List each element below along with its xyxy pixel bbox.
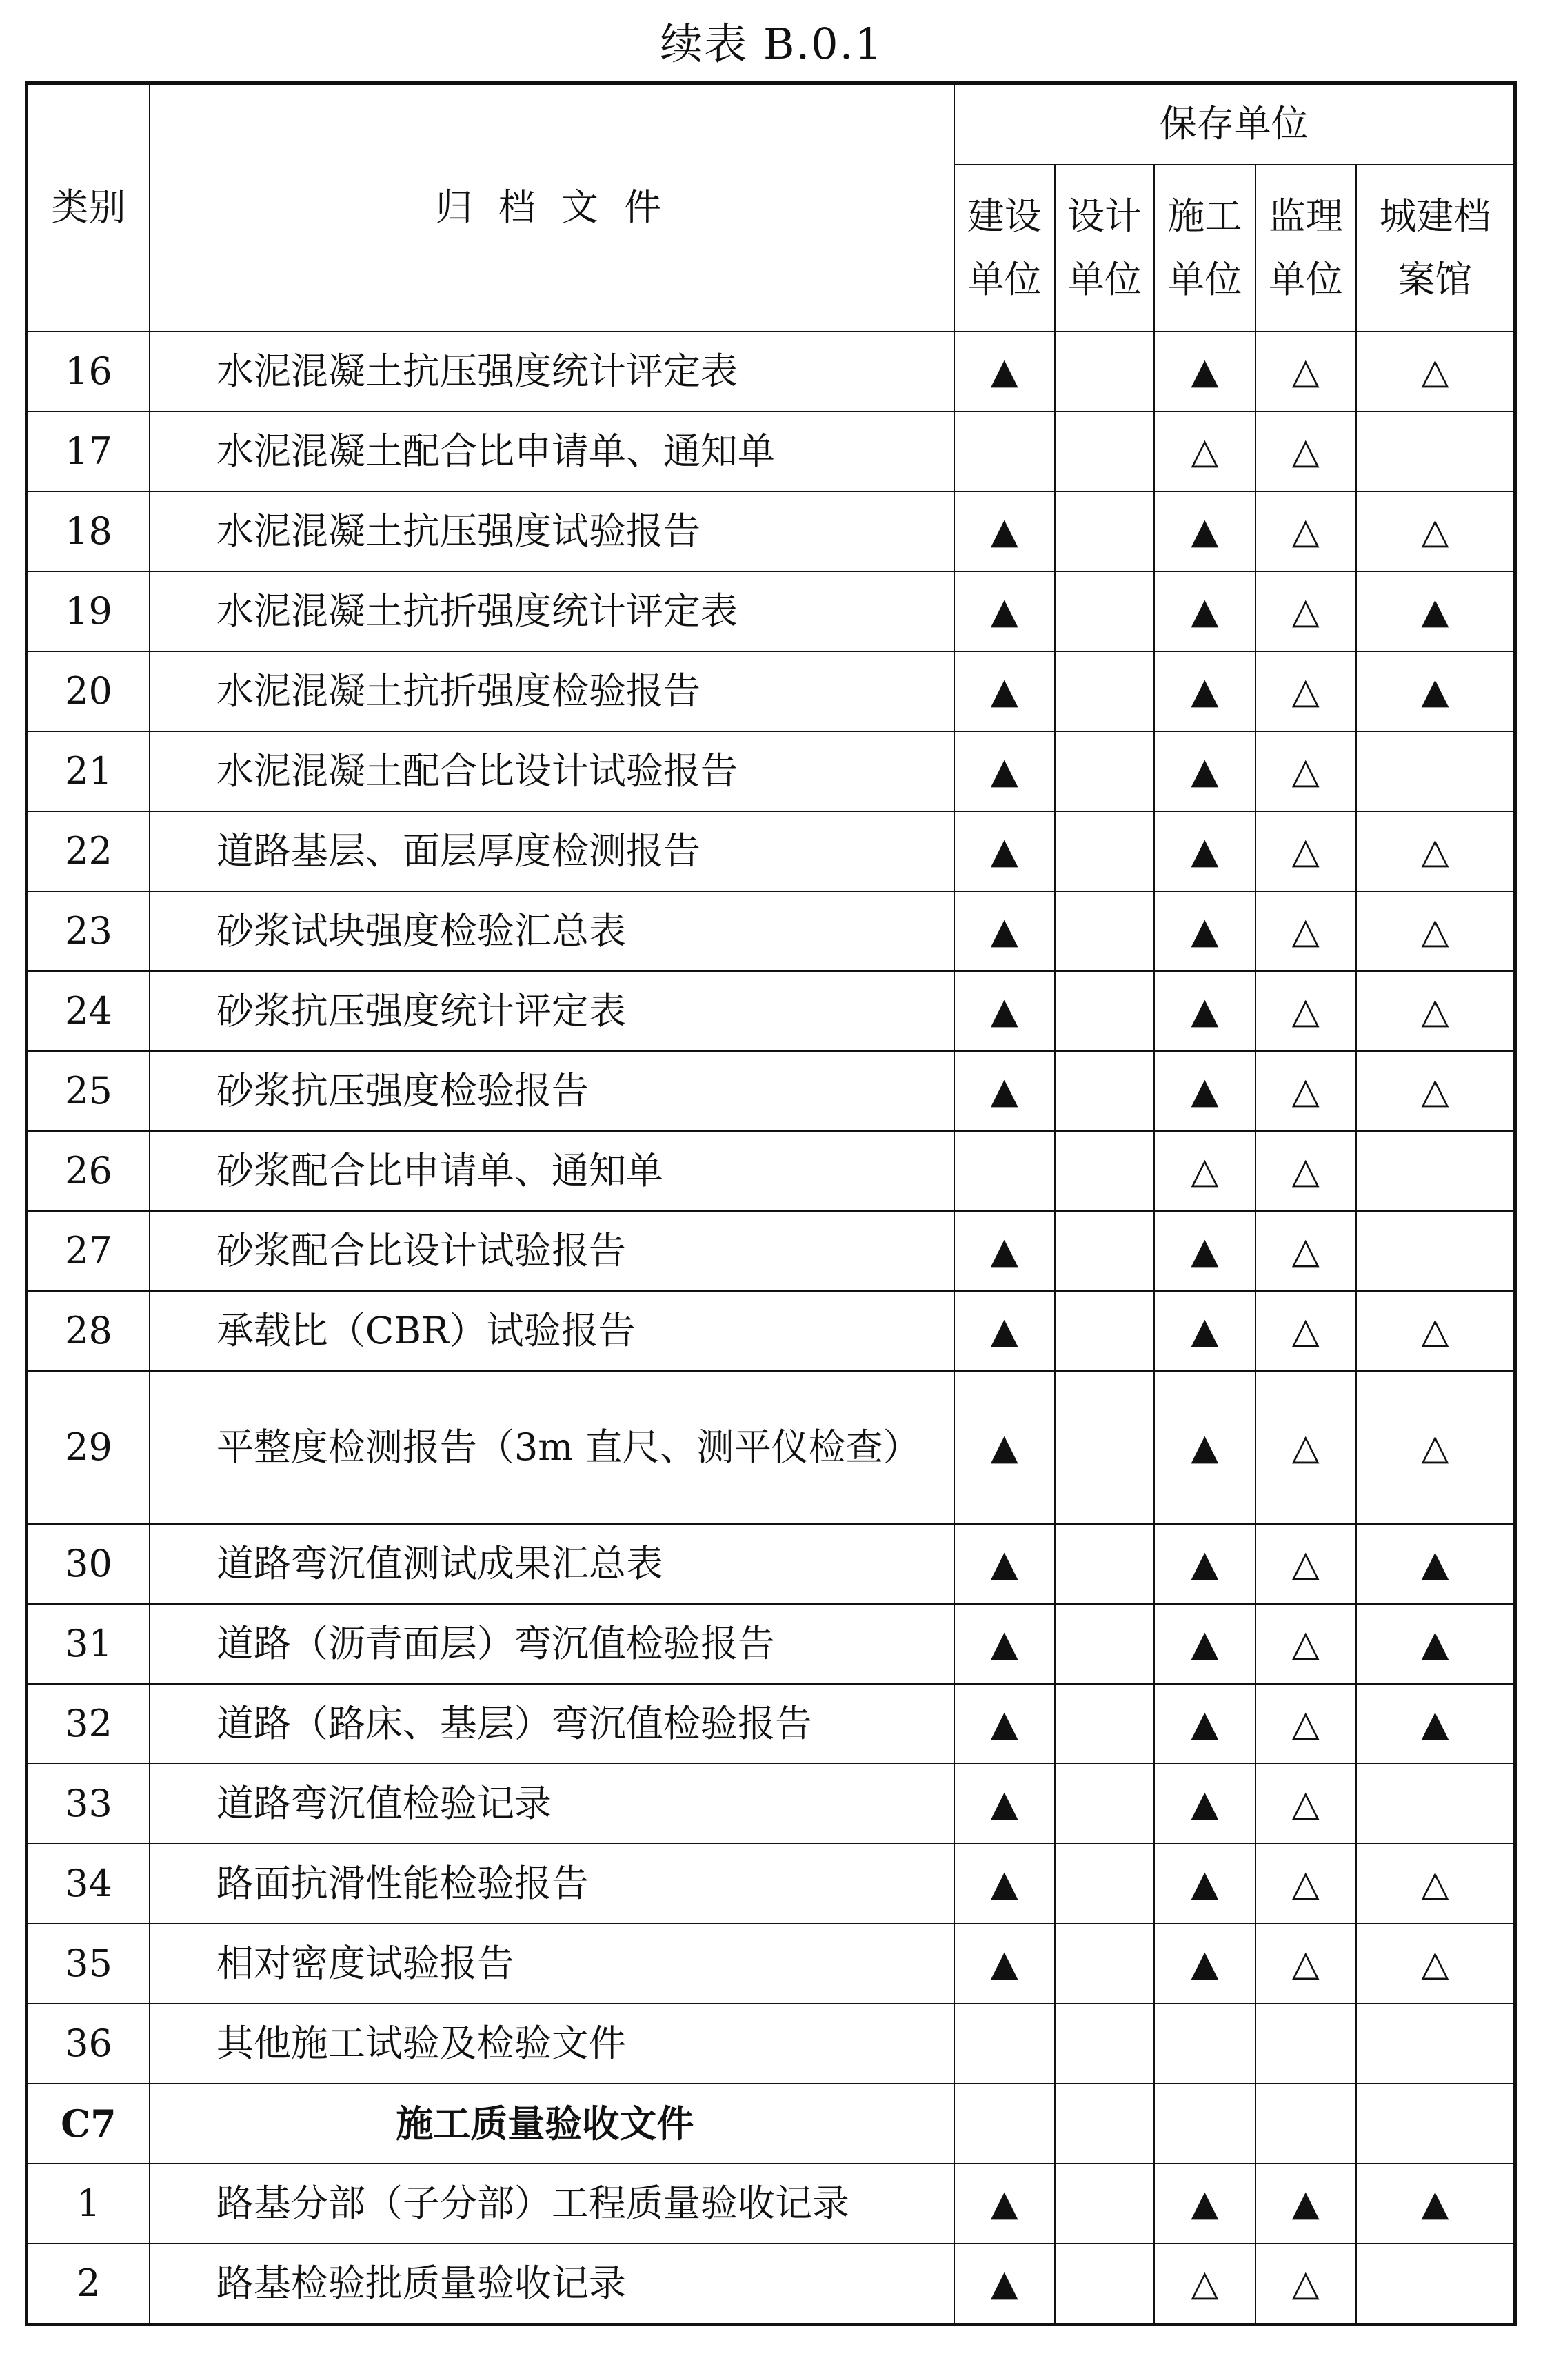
mark-design: [1055, 1524, 1154, 1604]
header-unit-line1: 建设: [967, 194, 1042, 238]
document-name: 道路（沥青面层）弯沉值检验报告: [150, 1604, 954, 1684]
header-unit-line2: 单位: [1167, 257, 1242, 301]
mark-design: [1055, 491, 1154, 571]
mark-contractor: ▲: [1154, 731, 1255, 811]
row-number: 18: [27, 491, 150, 571]
row-number: 33: [27, 1764, 150, 1844]
header-unit-line1: 监理: [1268, 194, 1343, 238]
row-number: 19: [27, 571, 150, 651]
mark-urban-archive: ▲: [1356, 2164, 1515, 2244]
header-unit-supervision: [1255, 165, 1356, 332]
mark-construction-owner: ▲: [954, 891, 1055, 971]
row-number: 24: [27, 971, 150, 1051]
header-unit-line1: 施工: [1167, 194, 1242, 238]
table-row: [27, 731, 1515, 811]
table-row: [27, 411, 1515, 491]
mark-contractor: ▲: [1154, 811, 1255, 891]
mark-contractor: ▲: [1154, 1524, 1255, 1604]
mark-contractor: ▲: [1154, 332, 1255, 411]
mark-contractor: ▲: [1154, 891, 1255, 971]
mark-contractor: ▲: [1154, 491, 1255, 571]
mark-construction-owner: [954, 2084, 1055, 2164]
mark-contractor: △: [1154, 411, 1255, 491]
mark-design: [1055, 332, 1154, 411]
mark-supervision: △: [1255, 411, 1356, 491]
mark-design: [1055, 2084, 1154, 2164]
mark-construction-owner: ▲: [954, 1211, 1055, 1291]
mark-supervision: △: [1255, 491, 1356, 571]
mark-construction-owner: ▲: [954, 651, 1055, 731]
mark-supervision: [1255, 2004, 1356, 2084]
mark-design: [1055, 1131, 1154, 1211]
mark-urban-archive: [1356, 1764, 1515, 1844]
mark-urban-archive: ▲: [1356, 1524, 1515, 1604]
mark-contractor: ▲: [1154, 651, 1255, 731]
row-number: 36: [27, 2004, 150, 2084]
table-row: [27, 1924, 1515, 2004]
table-row: [27, 811, 1515, 891]
mark-supervision: △: [1255, 571, 1356, 651]
table-row: [27, 2004, 1515, 2084]
mark-contractor: ▲: [1154, 1291, 1255, 1371]
mark-design: [1055, 1844, 1154, 1924]
row-number: 28: [27, 1291, 150, 1371]
row-number: 35: [27, 1924, 150, 2004]
mark-construction-owner: ▲: [954, 2164, 1055, 2244]
row-number: 16: [27, 332, 150, 411]
table-body: [27, 332, 1515, 2325]
mark-construction-owner: ▲: [954, 971, 1055, 1051]
table-row: [27, 1211, 1515, 1291]
mark-construction-owner: ▲: [954, 2244, 1055, 2325]
document-name: 水泥混凝土抗压强度统计评定表: [150, 332, 954, 411]
mark-construction-owner: ▲: [954, 731, 1055, 811]
mark-supervision: [1255, 2084, 1356, 2164]
mark-design: [1055, 1684, 1154, 1764]
mark-design: [1055, 1604, 1154, 1684]
mark-supervision: ▲: [1255, 2164, 1356, 2244]
document-name: 平整度检测报告（3m 直尺、测平仪检查）: [150, 1371, 954, 1524]
row-number: 22: [27, 811, 150, 891]
header-unit-construction-owner: [954, 165, 1055, 332]
mark-construction-owner: ▲: [954, 1684, 1055, 1764]
mark-contractor: [1154, 2004, 1255, 2084]
document-name: 砂浆配合比设计试验报告: [150, 1211, 954, 1291]
mark-supervision: △: [1255, 811, 1356, 891]
mark-design: [1055, 2164, 1154, 2244]
row-number: 32: [27, 1684, 150, 1764]
mark-urban-archive: [1356, 2004, 1515, 2084]
mark-contractor: ▲: [1154, 1844, 1255, 1924]
mark-supervision: △: [1255, 1844, 1356, 1924]
document-name: 砂浆试块强度检验汇总表: [150, 891, 954, 971]
table-row: [27, 971, 1515, 1051]
header-unit-line1: 设计: [1067, 194, 1142, 238]
mark-urban-archive: [1356, 2244, 1515, 2325]
row-number: 1: [27, 2164, 150, 2244]
table-row: [27, 1844, 1515, 1924]
mark-urban-archive: ▲: [1356, 1604, 1515, 1684]
header-unit-design: [1055, 165, 1154, 332]
mark-contractor: △: [1154, 2244, 1255, 2325]
mark-supervision: △: [1255, 651, 1356, 731]
mark-construction-owner: ▲: [954, 332, 1055, 411]
mark-urban-archive: △: [1356, 1924, 1515, 2004]
mark-urban-archive: △: [1356, 891, 1515, 971]
mark-construction-owner: ▲: [954, 1371, 1055, 1524]
mark-supervision: △: [1255, 1211, 1356, 1291]
mark-urban-archive: [1356, 731, 1515, 811]
mark-design: [1055, 1764, 1154, 1844]
mark-supervision: △: [1255, 1051, 1356, 1131]
mark-supervision: △: [1255, 891, 1356, 971]
table-caption: 续表 B.0.1: [660, 19, 883, 69]
mark-contractor: ▲: [1154, 1764, 1255, 1844]
document-name: 其他施工试验及检验文件: [150, 2004, 954, 2084]
table-row: [27, 651, 1515, 731]
mark-urban-archive: ▲: [1356, 1684, 1515, 1764]
mark-contractor: [1154, 2084, 1255, 2164]
table-row: [27, 2164, 1515, 2244]
mark-construction-owner: ▲: [954, 1924, 1055, 2004]
mark-contractor: ▲: [1154, 1371, 1255, 1524]
row-number: 23: [27, 891, 150, 971]
mark-construction-owner: ▲: [954, 571, 1055, 651]
row-number: 31: [27, 1604, 150, 1684]
mark-design: [1055, 1371, 1154, 1524]
header-unit-line2: 单位: [1268, 257, 1343, 301]
document-name: 水泥混凝土抗折强度统计评定表: [150, 571, 954, 651]
table-row: [27, 332, 1515, 411]
mark-design: [1055, 731, 1154, 811]
document-name: 路面抗滑性能检验报告: [150, 1844, 954, 1924]
document-name: 砂浆配合比申请单、通知单: [150, 1131, 954, 1211]
mark-supervision: △: [1255, 332, 1356, 411]
mark-urban-archive: [1356, 411, 1515, 491]
mark-construction-owner: ▲: [954, 491, 1055, 571]
table-row: [27, 891, 1515, 971]
header-unit-urban-archive: [1356, 165, 1515, 332]
mark-supervision: △: [1255, 1371, 1356, 1524]
header-unit-line2: 单位: [1067, 257, 1142, 301]
mark-construction-owner: [954, 2004, 1055, 2084]
mark-supervision: △: [1255, 1604, 1356, 1684]
mark-construction-owner: ▲: [954, 1524, 1055, 1604]
mark-supervision: △: [1255, 1291, 1356, 1371]
row-number: 27: [27, 1211, 150, 1291]
table-row: [27, 1604, 1515, 1684]
mark-construction-owner: [954, 411, 1055, 491]
document-name: 道路（路床、基层）弯沉值检验报告: [150, 1684, 954, 1764]
mark-construction-owner: [954, 1131, 1055, 1211]
mark-urban-archive: △: [1356, 1371, 1515, 1524]
mark-contractor: ▲: [1154, 971, 1255, 1051]
document-name: 路基分部（子分部）工程质量验收记录: [150, 2164, 954, 2244]
mark-urban-archive: [1356, 1211, 1515, 1291]
row-number: 34: [27, 1844, 150, 1924]
mark-construction-owner: ▲: [954, 1764, 1055, 1844]
mark-urban-archive: △: [1356, 1051, 1515, 1131]
section-row: [27, 2084, 1515, 2164]
mark-supervision: △: [1255, 1924, 1356, 2004]
document-name: 承载比（CBR）试验报告: [150, 1291, 954, 1371]
header-unit-contractor: [1154, 165, 1255, 332]
row-number: 26: [27, 1131, 150, 1211]
archive-table: [25, 81, 1517, 2326]
row-number: 17: [27, 411, 150, 491]
document-name: 水泥混凝土配合比设计试验报告: [150, 731, 954, 811]
header-category: 类别: [27, 83, 150, 332]
mark-contractor: ▲: [1154, 571, 1255, 651]
row-number: 30: [27, 1524, 150, 1604]
table-row: [27, 1764, 1515, 1844]
mark-design: [1055, 2004, 1154, 2084]
table-row: [27, 571, 1515, 651]
table-row: [27, 1051, 1515, 1131]
mark-design: [1055, 651, 1154, 731]
mark-contractor: ▲: [1154, 1211, 1255, 1291]
table-header: [27, 83, 1515, 332]
header-document: 归 档 文 件: [150, 83, 954, 332]
mark-construction-owner: ▲: [954, 1051, 1055, 1131]
mark-urban-archive: △: [1356, 332, 1515, 411]
document-name: 水泥混凝土抗压强度试验报告: [150, 491, 954, 571]
mark-construction-owner: ▲: [954, 1844, 1055, 1924]
mark-supervision: △: [1255, 2244, 1356, 2325]
mark-design: [1055, 1291, 1154, 1371]
table-row: [27, 1131, 1515, 1211]
mark-contractor: △: [1154, 1131, 1255, 1211]
document-name: 砂浆抗压强度检验报告: [150, 1051, 954, 1131]
mark-urban-archive: [1356, 2084, 1515, 2164]
table-row: [27, 2244, 1515, 2325]
mark-supervision: △: [1255, 1524, 1356, 1604]
mark-design: [1055, 811, 1154, 891]
document-name: 道路基层、面层厚度检测报告: [150, 811, 954, 891]
mark-urban-archive: △: [1356, 971, 1515, 1051]
table-row: [27, 1291, 1515, 1371]
mark-contractor: ▲: [1154, 1604, 1255, 1684]
mark-design: [1055, 2244, 1154, 2325]
archive-table-container: [25, 81, 1517, 2326]
document-name: 相对密度试验报告: [150, 1924, 954, 2004]
mark-construction-owner: ▲: [954, 1604, 1055, 1684]
mark-design: [1055, 571, 1154, 651]
mark-urban-archive: △: [1356, 1291, 1515, 1371]
mark-urban-archive: △: [1356, 811, 1515, 891]
mark-construction-owner: ▲: [954, 1291, 1055, 1371]
document-name: 道路弯沉值测试成果汇总表: [150, 1524, 954, 1604]
document-name: 道路弯沉值检验记录: [150, 1764, 954, 1844]
mark-design: [1055, 891, 1154, 971]
header-unit-line2: 单位: [967, 257, 1042, 301]
mark-urban-archive: ▲: [1356, 571, 1515, 651]
mark-supervision: △: [1255, 1684, 1356, 1764]
mark-urban-archive: △: [1356, 1844, 1515, 1924]
header-unit-line1: 城建档: [1379, 194, 1491, 238]
mark-design: [1055, 1211, 1154, 1291]
mark-design: [1055, 971, 1154, 1051]
row-number: C7: [27, 2084, 150, 2164]
document-name: 路基检验批质量验收记录: [150, 2244, 954, 2325]
mark-supervision: △: [1255, 1764, 1356, 1844]
row-number: 21: [27, 731, 150, 811]
row-number: 29: [27, 1371, 150, 1524]
row-number: 2: [27, 2244, 150, 2325]
mark-design: [1055, 1051, 1154, 1131]
table-row: [27, 1684, 1515, 1764]
mark-design: [1055, 1924, 1154, 2004]
table-row: [27, 491, 1515, 571]
header-unit-line2: 案馆: [1398, 257, 1473, 301]
mark-urban-archive: ▲: [1356, 651, 1515, 731]
document-name: 施工质量验收文件: [150, 2084, 954, 2164]
mark-urban-archive: [1356, 1131, 1515, 1211]
mark-supervision: △: [1255, 1131, 1356, 1211]
mark-contractor: ▲: [1154, 1684, 1255, 1764]
mark-supervision: △: [1255, 971, 1356, 1051]
mark-contractor: ▲: [1154, 1051, 1255, 1131]
mark-design: [1055, 411, 1154, 491]
header-units-group: 保存单位: [954, 83, 1515, 165]
mark-construction-owner: ▲: [954, 811, 1055, 891]
row-number: 25: [27, 1051, 150, 1131]
document-name: 水泥混凝土配合比申请单、通知单: [150, 411, 954, 491]
row-number: 20: [27, 651, 150, 731]
document-name: 水泥混凝土抗折强度检验报告: [150, 651, 954, 731]
table-row: [27, 1524, 1515, 1604]
mark-urban-archive: △: [1356, 491, 1515, 571]
mark-contractor: ▲: [1154, 2164, 1255, 2244]
mark-contractor: ▲: [1154, 1924, 1255, 2004]
mark-supervision: △: [1255, 731, 1356, 811]
table-row: [27, 1371, 1515, 1524]
document-name: 砂浆抗压强度统计评定表: [150, 971, 954, 1051]
